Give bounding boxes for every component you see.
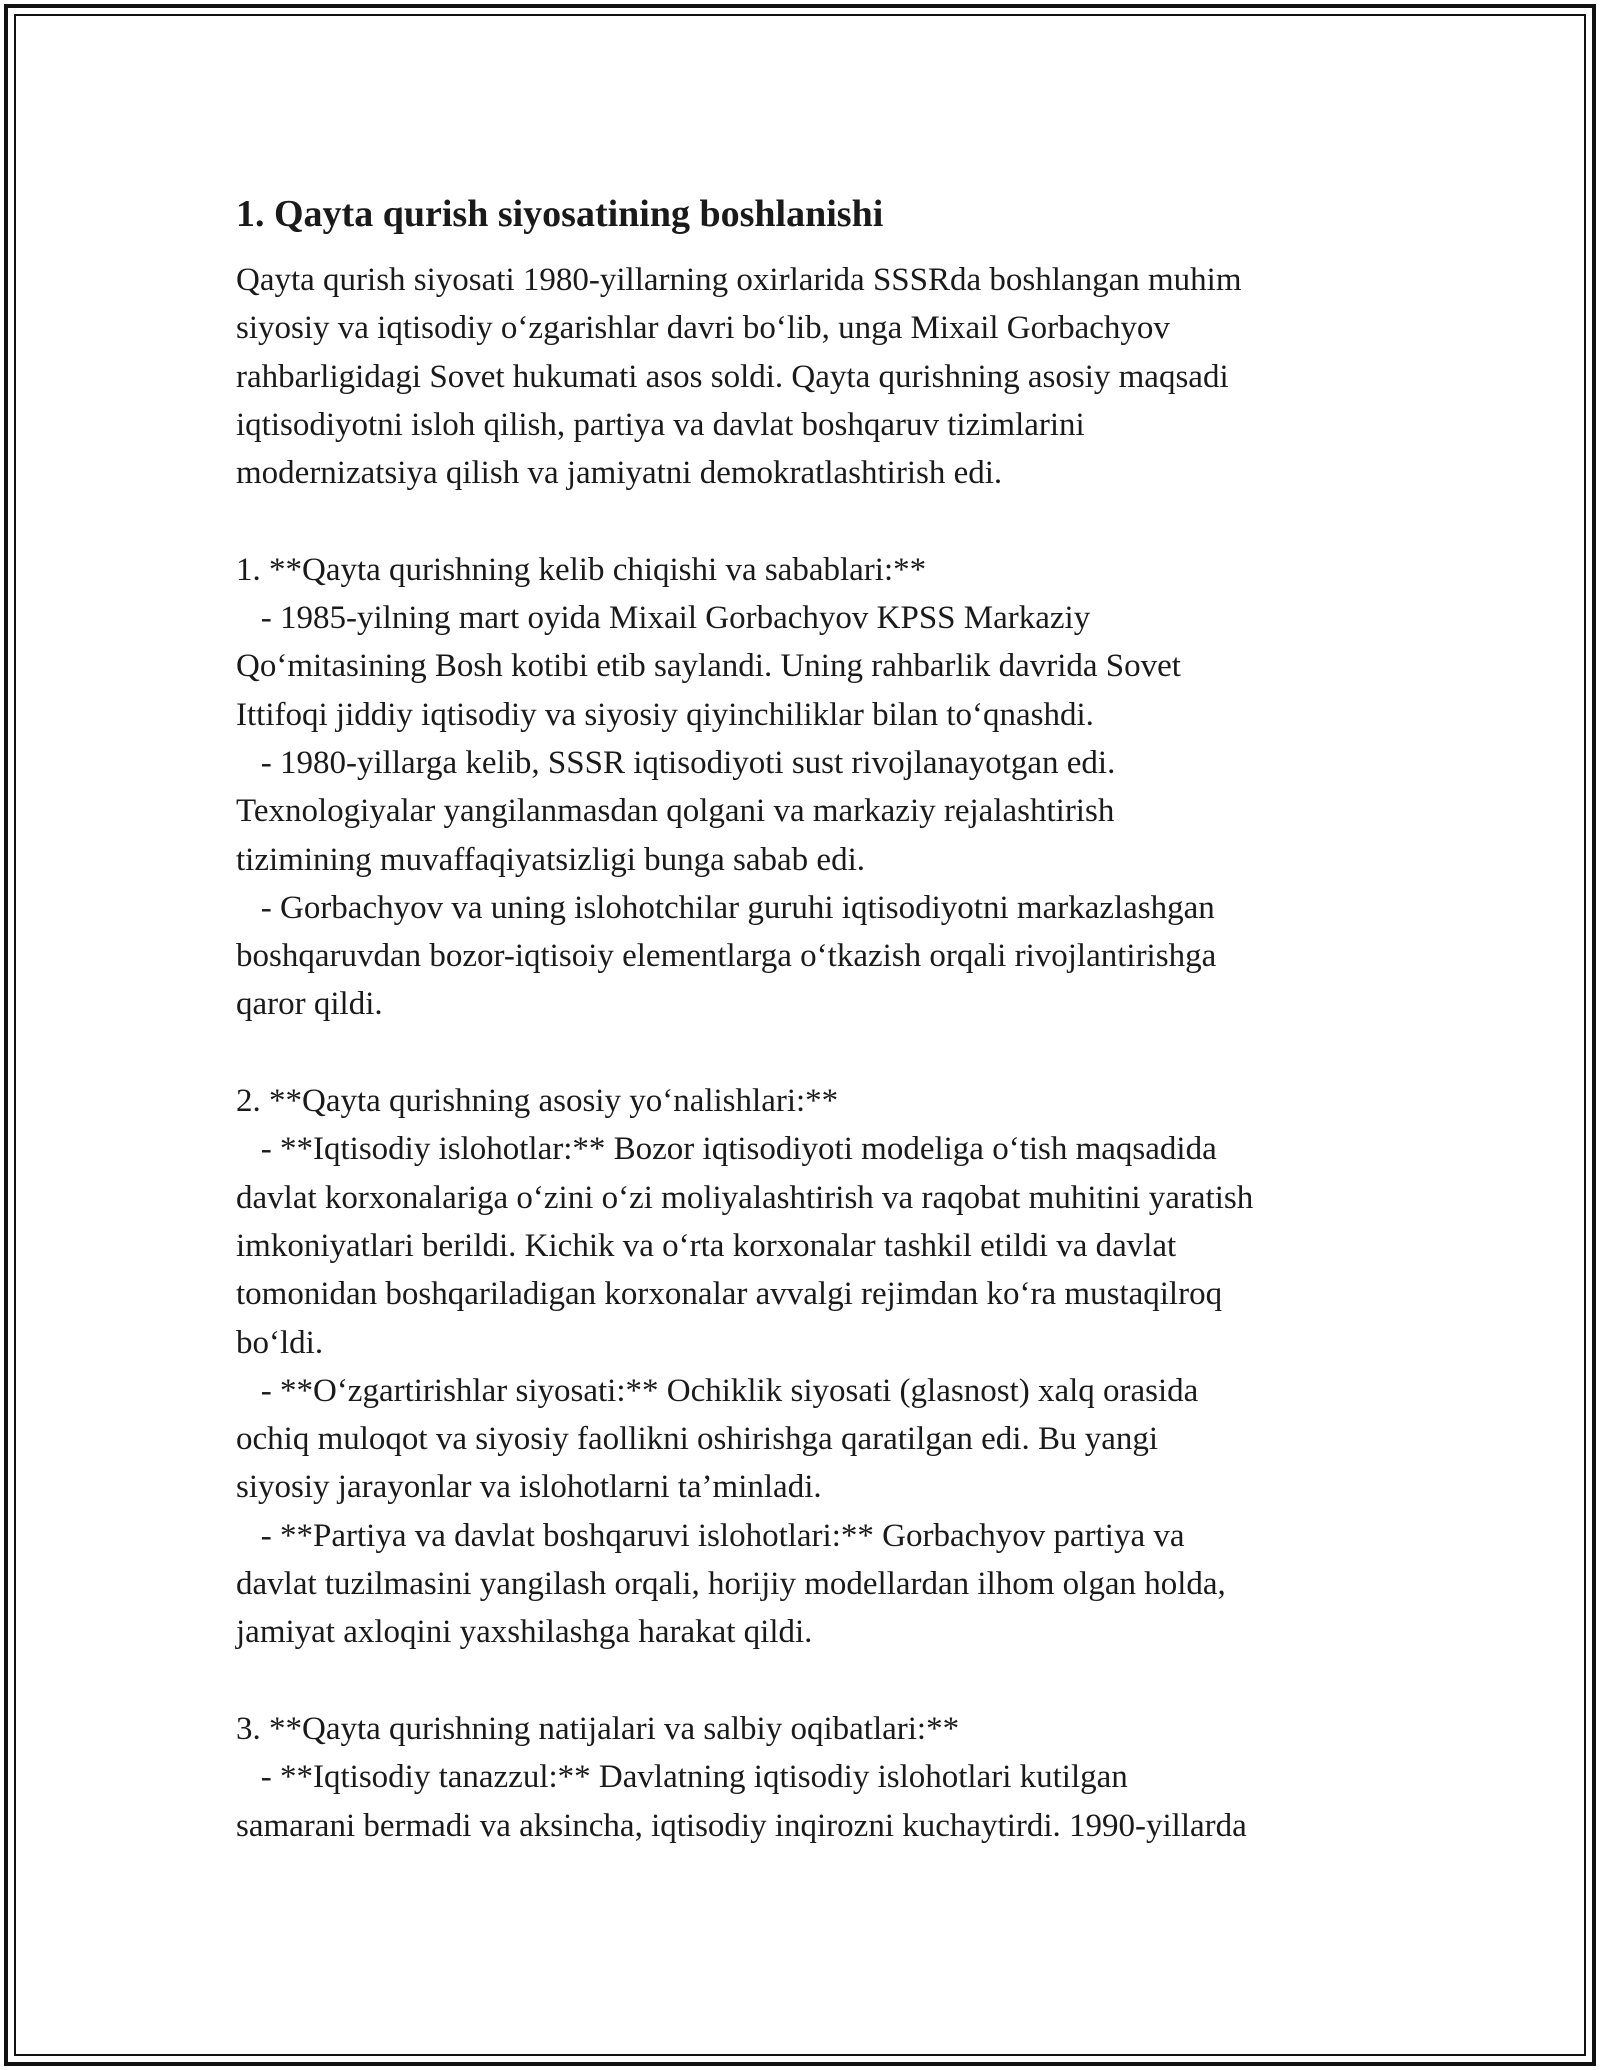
section-line: - 1985-yilning mart oyida Mixail Gorbachyov KPSS Markaziy — [236, 600, 1091, 637]
intro-line: Qayta qurish siyosati 1980-yillarning oxirlarida SSSRda boshlangan muhim — [236, 262, 1242, 298]
intro-line: iqtisodiyotni isloh qilish, partiya va davlat boshqaruv tizimlarini — [236, 406, 1085, 443]
section-line: tizimining muvaffaqiyatsizligi bunga sabab edi. — [236, 841, 865, 878]
section-heading: 3. **Qayta qurishning natijalari va salbiy oqibatlari:** — [236, 1710, 960, 1747]
section-line: - 1980-yillarga kelib, SSSR iqtisodiyoti sust rivojlanayotgan edi. — [236, 744, 1116, 781]
section-line: Qo‘mitasining Bosh kotibi etib saylandi. Uning rahbarlik davrida Sovet — [236, 648, 1181, 685]
section-line: Ittifoqi jiddiy iqtisodiy va siyosiy qiyinchiliklar bilan to‘qnashdi. — [236, 696, 1094, 733]
section-2 — [236, 1077, 1386, 1657]
section-line: jamiyat axloqini yaxshilashga harakat qildi. — [236, 1614, 813, 1651]
document-title: 1. Qayta qurish siyosatining boshlanishi — [236, 193, 884, 235]
section-line: boshqaruvdan bozor-iqtisoiy elementlarga o‘tkazish orqali rivojlantirishga — [236, 938, 1217, 975]
section-line: - **Partiya va davlat boshqaruvi islohotlari:** Gorbachyov partiya va — [236, 1517, 1185, 1554]
section-line: - **Iqtisodiy islohotlar:** Bozor iqtisodiyoti modeliga o‘tish maqsadida — [236, 1131, 1217, 1168]
section-line: bo‘ldi. — [236, 1324, 324, 1361]
section-line: samarani bermadi va aksincha, iqtisodiy inqirozni kuchaytirdi. 1990-yillarda — [236, 1807, 1247, 1844]
intro-paragraph — [236, 256, 1386, 497]
intro-line: siyosiy va iqtisodiy o‘zgarishlar davri bo‘lib, unga Mixail Gorbachyov — [236, 310, 1170, 347]
paragraph-gap — [236, 1029, 1386, 1077]
section-1 — [236, 546, 1386, 1029]
section-heading: 1. **Qayta qurishning kelib chiqishi va sabablari:** — [236, 551, 927, 588]
section-line: davlat tuzilmasini yangilash orqali, horijiy modellardan ilhom olgan holda, — [236, 1566, 1226, 1603]
section-line: tomonidan boshqariladigan korxonalar avvalgi rejimdan ko‘ra mustaqilroq — [236, 1276, 1223, 1313]
paragraph-gap — [236, 1657, 1386, 1705]
intro-line: rahbarligidagi Sovet hukumati asos soldi. Qayta qurishning asosiy maqsadi — [236, 358, 1229, 395]
document-body — [236, 188, 1386, 1850]
section-line: ochiq muloqot va siyosiy faollikni oshirishga qaratilgan edi. Bu yangi — [236, 1421, 1159, 1458]
section-line: - **Iqtisodiy tanazzul:** Davlatning iqtisodiy islohotlari kutilgan — [236, 1759, 1128, 1796]
section-line: qaror qildi. — [236, 986, 383, 1023]
paragraph-gap — [236, 497, 1386, 545]
section-line: - Gorbachyov va uning islohotchilar guruhi iqtisodiyotni markazlashgan — [236, 889, 1215, 926]
section-line: imkoniyatlari berildi. Kichik va o‘rta korxonalar tashkil etildi va davlat — [236, 1227, 1177, 1264]
section-line: siyosiy jarayonlar va islohotlarni ta’minladi. — [236, 1469, 822, 1506]
section-line: davlat korxonalariga o‘zini o‘zi moliyalashtirish va raqobat muhitini yaratish — [236, 1179, 1254, 1216]
section-3 — [236, 1705, 1386, 1850]
section-heading: 2. **Qayta qurishning asosiy yo‘nalishlari:** — [236, 1083, 839, 1120]
intro-line: modernizatsiya qilish va jamiyatni demokratlashtirish edi. — [236, 455, 1003, 492]
section-line: - **O‘zgartirishlar siyosati:** Ochiklik siyosati (glasnost) xalq orasida — [236, 1372, 1199, 1409]
section-line: Texnologiyalar yangilanmasdan qolgani va markaziy rejalashtirish — [236, 793, 1115, 830]
